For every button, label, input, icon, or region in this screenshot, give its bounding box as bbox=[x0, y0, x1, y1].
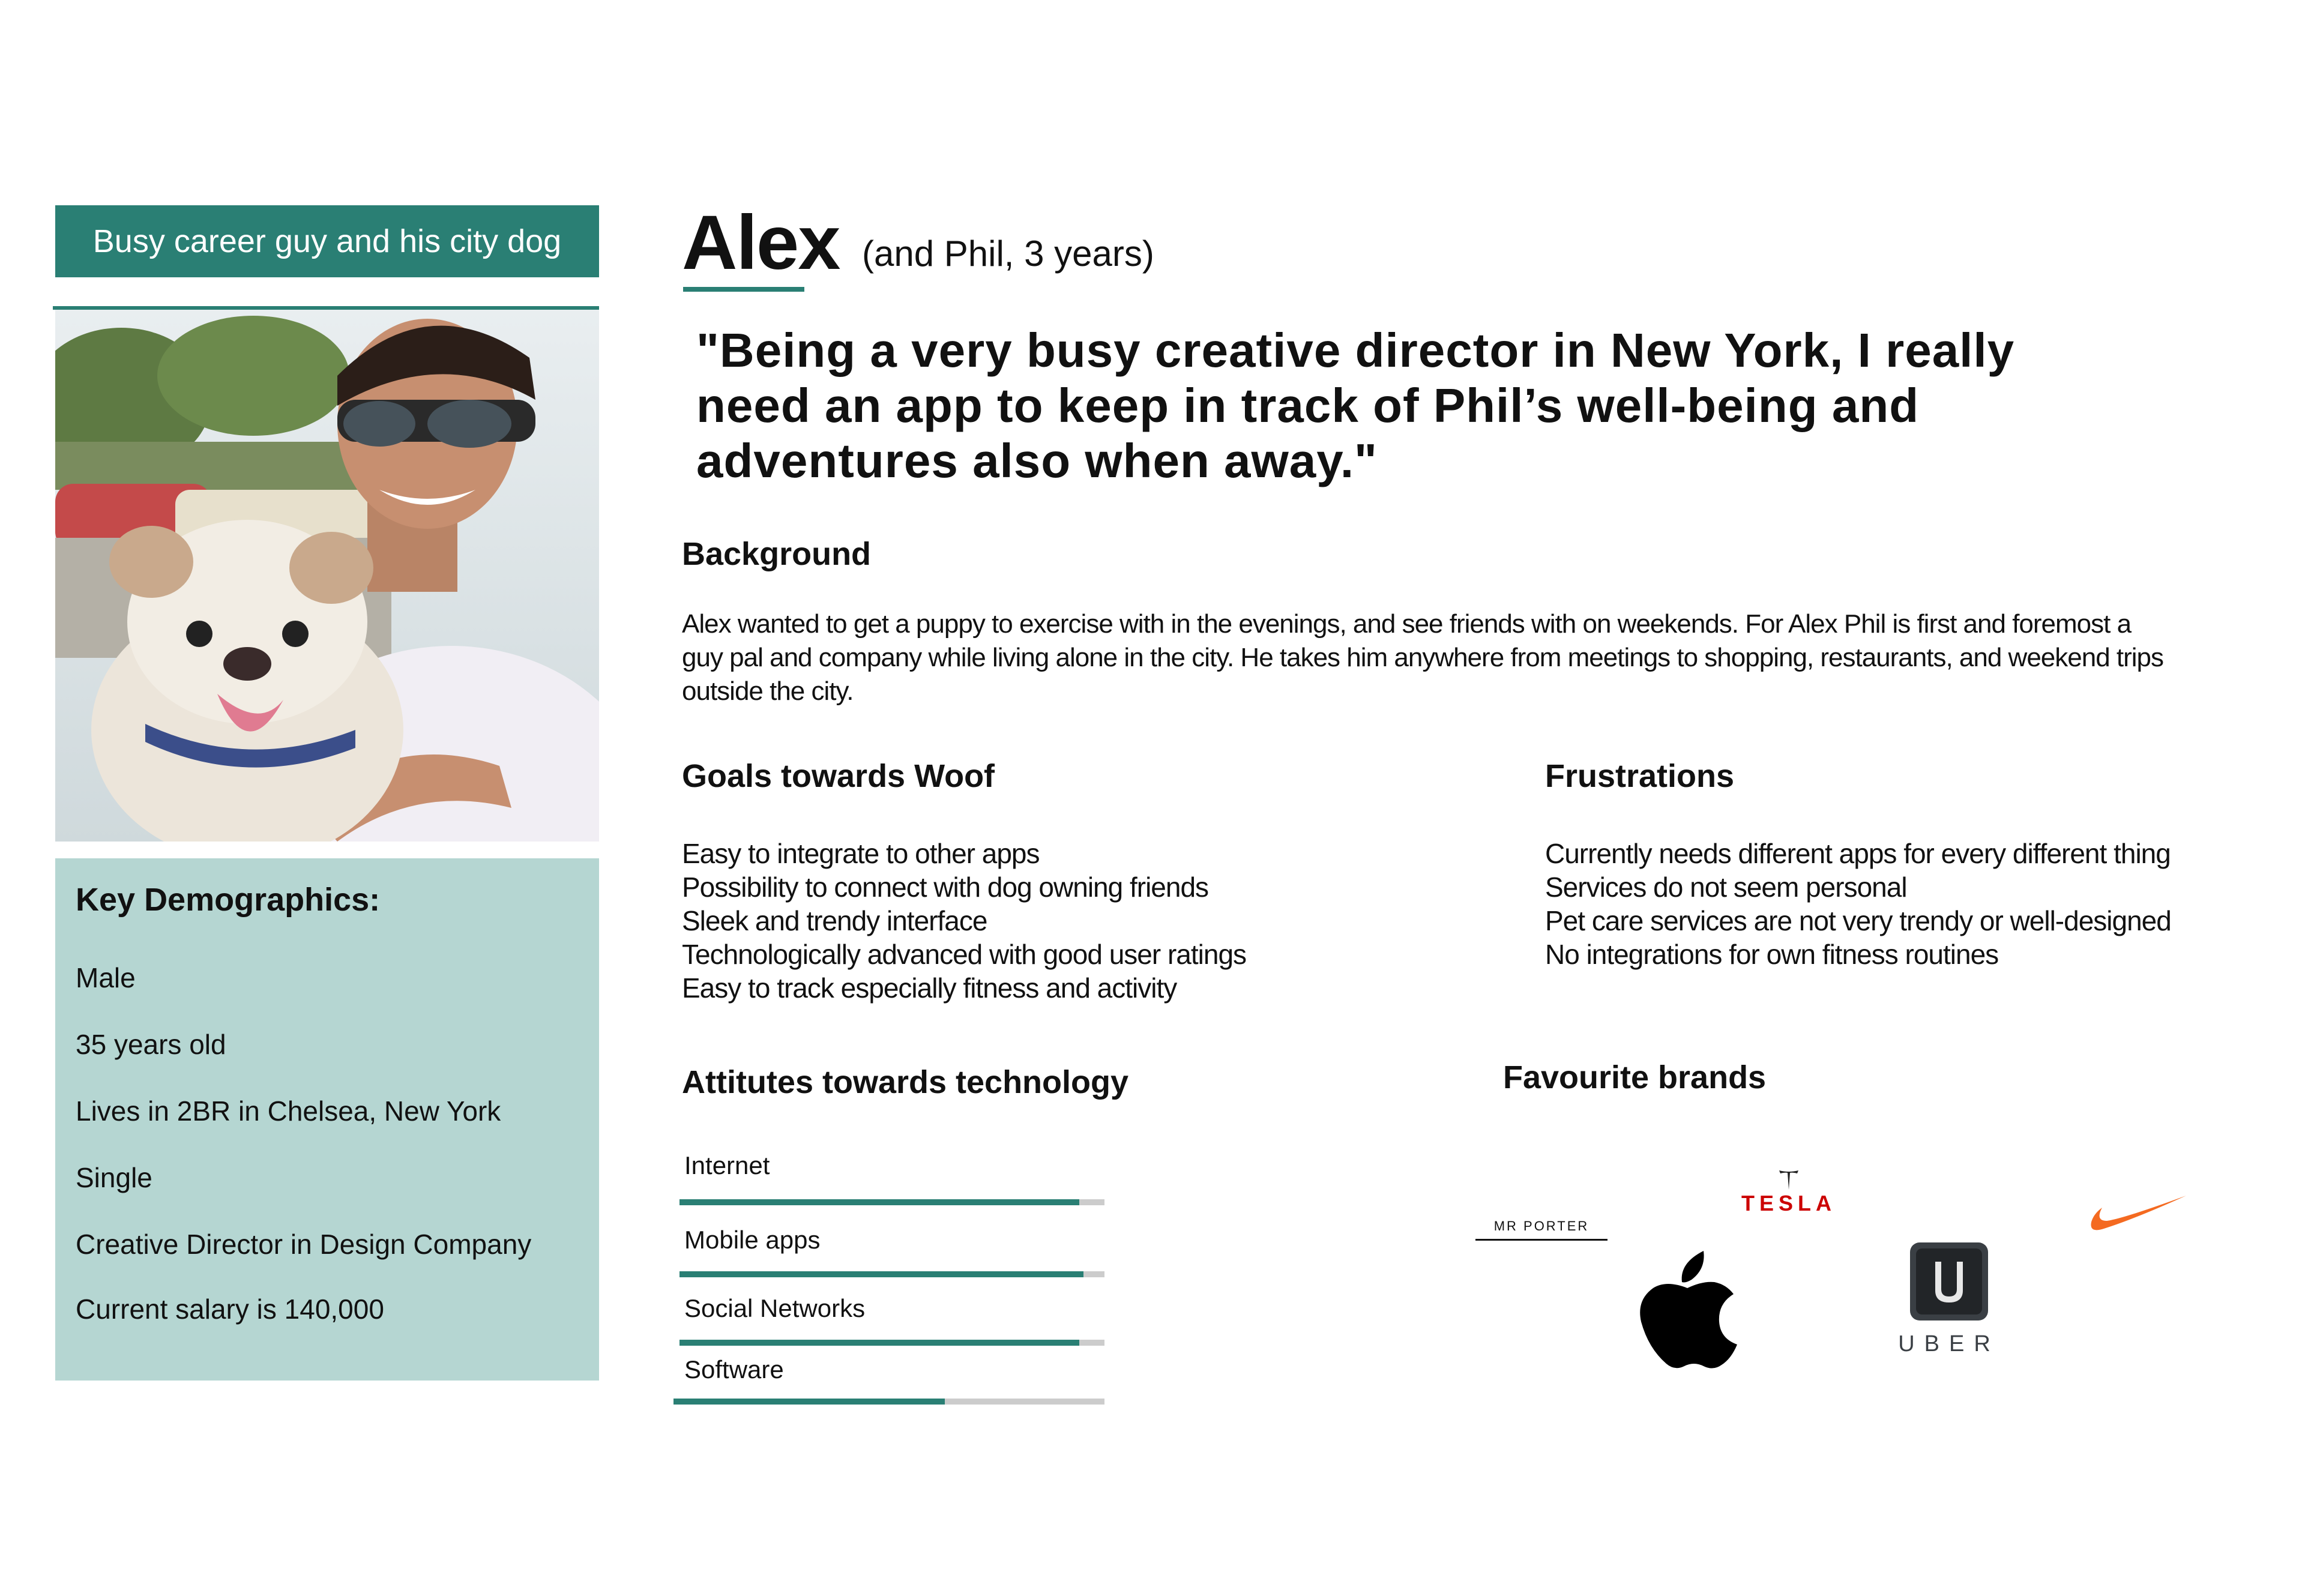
tech-bar-fill bbox=[679, 1271, 1083, 1277]
name-underline bbox=[683, 287, 804, 292]
uber-logo bbox=[1886, 1241, 2012, 1359]
demographic-residence: Lives in 2BR in Chelsea, New York bbox=[76, 1095, 501, 1127]
goal-item: Easy to track especially fitness and activity bbox=[682, 972, 1177, 1004]
background-body: Alex wanted to get a puppy to exercise with in the evenings, and see friends with on weekends. For Alex Phil is first and foremost a guy pal and company while living alone in the city. He takes him anywhere from meetings to shopping, restaurants, and weekend trips outside the city. bbox=[682, 609, 2164, 706]
brands-heading: Favourite brands bbox=[1503, 1059, 1767, 1095]
frustration-item: Currently needs different apps for every different thing bbox=[1545, 838, 2171, 869]
tech-bar-social-networks bbox=[679, 1340, 1104, 1346]
tech-label-software: Software bbox=[684, 1355, 784, 1384]
tech-bar-internet bbox=[679, 1199, 1104, 1205]
goal-item: Easy to integrate to other apps bbox=[682, 838, 1040, 869]
persona-name: Alex bbox=[682, 200, 840, 286]
brand-name-tesla: TESLA bbox=[1741, 1191, 1836, 1215]
apple-logo bbox=[1636, 1248, 1738, 1369]
demographic-relationship: Single bbox=[76, 1162, 152, 1193]
brand-name-uber: UBER bbox=[1898, 1331, 2000, 1357]
frustrations-heading: Frustrations bbox=[1545, 758, 1735, 794]
nike-swoosh-logo bbox=[2088, 1194, 2187, 1236]
tech-bar-fill bbox=[673, 1399, 945, 1405]
demographic-salary: Current salary is 140,000 bbox=[76, 1293, 384, 1325]
mr-porter-logo bbox=[1475, 1217, 1607, 1251]
tesla-t-icon bbox=[1778, 1169, 1800, 1190]
demographic-occupation: Creative Director in Design Company bbox=[76, 1229, 532, 1260]
background-heading: Background bbox=[682, 536, 872, 572]
brand-name-mr-porter: MR PORTER bbox=[1493, 1218, 1589, 1233]
persona-quote: "Being a very busy creative director in New York, I really need an app to keep in track of Phil’s well-being and adventures also when away." bbox=[696, 324, 2015, 487]
tesla-logo bbox=[1734, 1169, 1844, 1217]
tech-label-internet: Internet bbox=[684, 1151, 770, 1179]
demographics-title: Key Demographics: bbox=[76, 882, 381, 918]
photo-illustration bbox=[55, 310, 599, 842]
uber-icon bbox=[1909, 1241, 1989, 1322]
tech-bar-mobile-apps bbox=[679, 1271, 1104, 1277]
tech-bar-fill bbox=[679, 1340, 1079, 1346]
goal-item: Sleek and trendy interface bbox=[682, 905, 987, 936]
nike-swoosh-icon bbox=[2088, 1194, 2187, 1236]
technology-heading: Attitutes towards technology bbox=[682, 1064, 1129, 1100]
demographics-card bbox=[55, 858, 599, 1381]
tech-label-social-networks: Social Networks bbox=[684, 1294, 866, 1322]
tech-label-mobile-apps: Mobile apps bbox=[684, 1226, 821, 1254]
persona-tagline: Busy career guy and his city dog bbox=[55, 205, 599, 277]
goal-item: Technologically advanced with good user ratings bbox=[682, 939, 1247, 970]
persona-photo bbox=[55, 310, 599, 842]
tech-bar-software bbox=[673, 1399, 1104, 1405]
frustration-item: Pet care services are not very trendy or well-designed bbox=[1545, 905, 2171, 936]
frustration-item: No integrations for own fitness routines bbox=[1545, 939, 1999, 970]
demographic-gender: Male bbox=[76, 962, 136, 993]
mr-porter-rule bbox=[1475, 1239, 1607, 1241]
frustration-item: Services do not seem personal bbox=[1545, 872, 1907, 903]
tech-bar-fill bbox=[679, 1199, 1079, 1205]
persona-subtitle: (and Phil, 3 years) bbox=[862, 233, 1154, 274]
demographic-age: 35 years old bbox=[76, 1029, 226, 1060]
goal-item: Possibility to connect with dog owning friends bbox=[682, 872, 1209, 903]
apple-icon bbox=[1636, 1248, 1738, 1369]
goals-heading: Goals towards Woof bbox=[682, 758, 995, 794]
